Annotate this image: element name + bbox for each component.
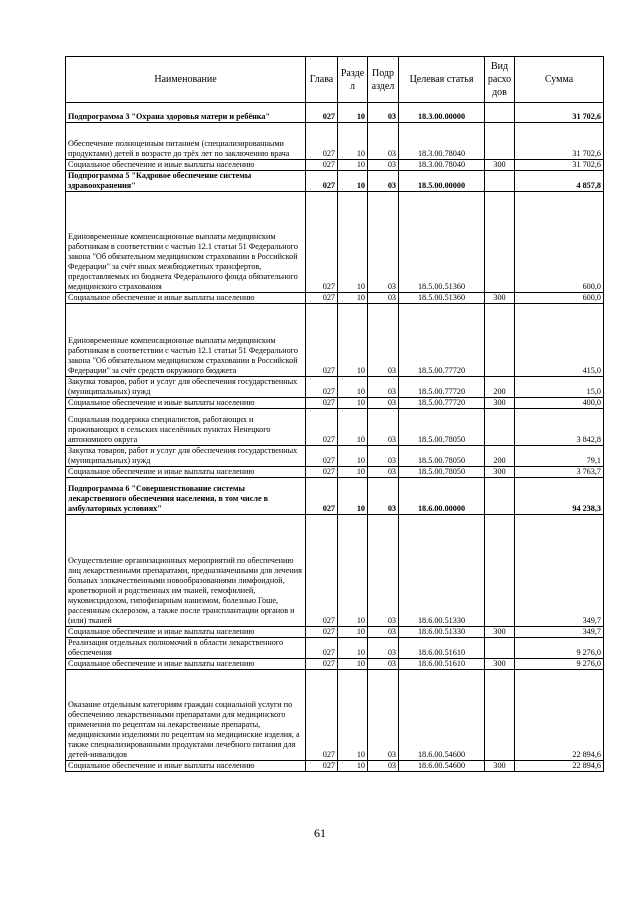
row-section: 10 [338,638,368,659]
row-subsection: 03 [368,515,399,627]
row-subsection: 03 [368,446,399,467]
row-target-article: 18.5.00.78050 [399,446,485,467]
header-amount: Сумма [515,57,604,103]
row-target-article: 18.6.00.54600 [399,670,485,761]
row-subsection: 03 [368,467,399,478]
row-chapter: 027 [306,398,338,409]
row-amount: 4 857,8 [515,171,604,192]
row-target-article: 18.5.00.77720 [399,377,485,398]
row-amount: 31 702,6 [515,160,604,171]
row-target-article: 18.6.00.51330 [399,515,485,627]
row-section: 10 [338,304,368,377]
table-header [66,57,604,103]
row-name: Социальное обеспечение и иные выплаты населению [66,160,306,171]
row-expense-type [485,409,515,446]
row-target-article: 18.6.00.00000 [399,478,485,515]
row-amount: 94 238,3 [515,478,604,515]
row-subsection: 03 [368,103,399,123]
row-section: 10 [338,103,368,123]
row-subsection: 03 [368,659,399,670]
row-target-article: 18.5.00.77720 [399,398,485,409]
row-name: Подпрограмма 3 "Охрана здоровья матери и ребёнка" [66,103,306,123]
row-chapter: 027 [306,478,338,515]
row-subsection: 03 [368,670,399,761]
row-target-article: 18.5.00.00000 [399,171,485,192]
table-row [66,171,604,192]
row-name: Реализация отдельных полномочий в области лекарственного обеспечения [66,638,306,659]
row-expense-type [485,638,515,659]
row-expense-type: 300 [485,398,515,409]
row-target-article: 18.5.00.51360 [399,293,485,304]
row-chapter: 027 [306,467,338,478]
row-expense-type: 300 [485,467,515,478]
row-section: 10 [338,123,368,160]
table-row [66,304,604,377]
row-amount: 415,0 [515,304,604,377]
row-name: Подпрограмма 5 "Кадровое обеспечение системы здравоохранения" [66,171,306,192]
row-amount: 3 842,8 [515,409,604,446]
table-row [66,293,604,304]
row-subsection: 03 [368,377,399,398]
table-row [66,446,604,467]
row-section: 10 [338,659,368,670]
table-row [66,377,604,398]
row-name: Закупка товаров, работ и услуг для обеспечения государственных (муниципальных) нужд [66,446,306,467]
row-expense-type [485,304,515,377]
row-name: Социальное обеспечение и иные выплаты населению [66,761,306,772]
row-expense-type: 300 [485,627,515,638]
row-subsection: 03 [368,409,399,446]
row-amount: 22 894,6 [515,761,604,772]
row-expense-type: 300 [485,293,515,304]
page-number: 61 [314,826,326,840]
row-chapter: 027 [306,446,338,467]
row-amount: 3 763,7 [515,467,604,478]
row-name: Единовременные компенсационные выплаты медицинским работникам в соответствии с частью 12.1 статьи 51 Федерального закона "Об обязательном медицинском страховании в Российской Федерации" за счёт иных межбюджетных трансфертов, предоставляемых из бюджета Федерального фонда обязательного медицинского страхования [66,192,306,293]
row-section: 10 [338,293,368,304]
row-expense-type: 300 [485,659,515,670]
row-target-article: 18.5.00.51360 [399,192,485,293]
row-name: Обеспечение полноценным питанием (специализированными продуктами) детей в возрасте до трёх лет по заключению врача [66,123,306,160]
table-row [66,123,604,160]
row-chapter: 027 [306,409,338,446]
row-subsection: 03 [368,192,399,293]
header-target-article: Целевая статья [399,57,485,103]
row-subsection: 03 [368,398,399,409]
row-amount: 15,0 [515,377,604,398]
budget-table [65,56,604,772]
row-name: Закупка товаров, работ и услуг для обеспечения государственных (муниципальных) нужд [66,377,306,398]
row-expense-type: 300 [485,761,515,772]
row-section: 10 [338,409,368,446]
row-name: Подпрограмма 6 "Совершенствование системы лекарственного обеспечения населения, в том числе в амбулаторных условиях" [66,478,306,515]
row-subsection: 03 [368,160,399,171]
row-amount: 349,7 [515,627,604,638]
row-expense-type [485,515,515,627]
row-expense-type: 200 [485,377,515,398]
table-row [66,160,604,171]
table-row [66,627,604,638]
row-target-article: 18.6.00.54600 [399,761,485,772]
table-row [66,478,604,515]
row-expense-type [485,103,515,123]
row-section: 10 [338,446,368,467]
table-row [66,398,604,409]
header-subsection: Подр аздел [368,57,399,103]
row-target-article: 18.6.00.51610 [399,638,485,659]
table-row [66,659,604,670]
row-section: 10 [338,377,368,398]
row-amount: 31 702,6 [515,103,604,123]
row-chapter: 027 [306,192,338,293]
row-subsection: 03 [368,761,399,772]
row-chapter: 027 [306,293,338,304]
row-amount: 22 894,6 [515,670,604,761]
row-subsection: 03 [368,293,399,304]
row-amount: 400,0 [515,398,604,409]
row-chapter: 027 [306,171,338,192]
table-row [66,638,604,659]
row-amount: 79,1 [515,446,604,467]
row-chapter: 027 [306,659,338,670]
row-name: Оказание отдельным категориям граждан социальной услуги по обеспечению лекарственными препаратами для медицинского применения по рецептам на лекарственные препараты, медицинскими изделиями по рецептам на медицинские изделия, а также специализированными продуктами лечебного питания для детей-инвалидов [66,670,306,761]
row-name: Осуществление организационных мероприятий по обеспечению лиц лекарственными препаратами, предназначенными для лечения больных злокачественными новообразованиями лимфоидной, кроветворной и родственных им тканей, гемофилией, муковисцидозом, гипофизарным нанизмом, болезнью Гоше, рассеянным склерозом, а также после трансплантации органов и (или) тканей [66,515,306,627]
row-target-article: 18.3.00.78040 [399,123,485,160]
table-body [66,103,604,772]
table-row [66,192,604,293]
row-chapter: 027 [306,638,338,659]
row-target-article: 18.5.00.78050 [399,409,485,446]
row-name: Социальное обеспечение и иные выплаты населению [66,293,306,304]
row-target-article: 18.6.00.51330 [399,627,485,638]
row-amount: 600,0 [515,293,604,304]
row-name: Социальное обеспечение и иные выплаты населению [66,659,306,670]
table-row [66,515,604,627]
table-row [66,467,604,478]
row-name: Социальное обеспечение и иные выплаты населению [66,627,306,638]
row-section: 10 [338,192,368,293]
header-chapter: Глава [306,57,338,103]
row-expense-type [485,171,515,192]
table-row [66,670,604,761]
row-expense-type: 200 [485,446,515,467]
header-expense-type: Вид расхо дов [485,57,515,103]
header-name: Наименование [66,57,306,103]
row-chapter: 027 [306,761,338,772]
row-chapter: 027 [306,304,338,377]
row-section: 10 [338,761,368,772]
row-amount: 9 276,0 [515,638,604,659]
table-row [66,761,604,772]
row-subsection: 03 [368,304,399,377]
row-section: 10 [338,515,368,627]
row-subsection: 03 [368,627,399,638]
row-amount: 31 702,6 [515,123,604,160]
row-subsection: 03 [368,638,399,659]
row-chapter: 027 [306,670,338,761]
row-section: 10 [338,670,368,761]
table-row [66,103,604,123]
row-chapter: 027 [306,103,338,123]
row-section: 10 [338,171,368,192]
row-amount: 600,0 [515,192,604,293]
row-amount: 349,7 [515,515,604,627]
row-name: Единовременные компенсационные выплаты медицинским работникам в соответствии с частью 12.1 статьи 51 Федерального закона "Об обязательном медицинском страховании в Российской Федерации" за счёт средств окружного бюджета [66,304,306,377]
row-section: 10 [338,478,368,515]
row-section: 10 [338,627,368,638]
row-section: 10 [338,160,368,171]
row-chapter: 027 [306,627,338,638]
row-name: Социальное обеспечение и иные выплаты населению [66,398,306,409]
row-expense-type [485,192,515,293]
header-section: Разде л [338,57,368,103]
row-chapter: 027 [306,515,338,627]
row-target-article: 18.5.00.77720 [399,304,485,377]
row-target-article: 18.5.00.78050 [399,467,485,478]
row-name: Социальная поддержка специалистов, работающих и проживающих в сельских населённых пунктах Ненецкого автономного округа [66,409,306,446]
row-expense-type: 300 [485,160,515,171]
row-chapter: 027 [306,377,338,398]
row-name: Социальное обеспечение и иные выплаты населению [66,467,306,478]
row-target-article: 18.3.00.00000 [399,103,485,123]
row-subsection: 03 [368,478,399,515]
row-target-article: 18.6.00.51610 [399,659,485,670]
row-chapter: 027 [306,123,338,160]
row-section: 10 [338,467,368,478]
row-subsection: 03 [368,171,399,192]
row-expense-type [485,123,515,160]
row-subsection: 03 [368,123,399,160]
row-expense-type [485,670,515,761]
row-chapter: 027 [306,160,338,171]
row-expense-type [485,478,515,515]
row-target-article: 18.3.00.78040 [399,160,485,171]
row-amount: 9 276,0 [515,659,604,670]
row-section: 10 [338,398,368,409]
table-row [66,409,604,446]
